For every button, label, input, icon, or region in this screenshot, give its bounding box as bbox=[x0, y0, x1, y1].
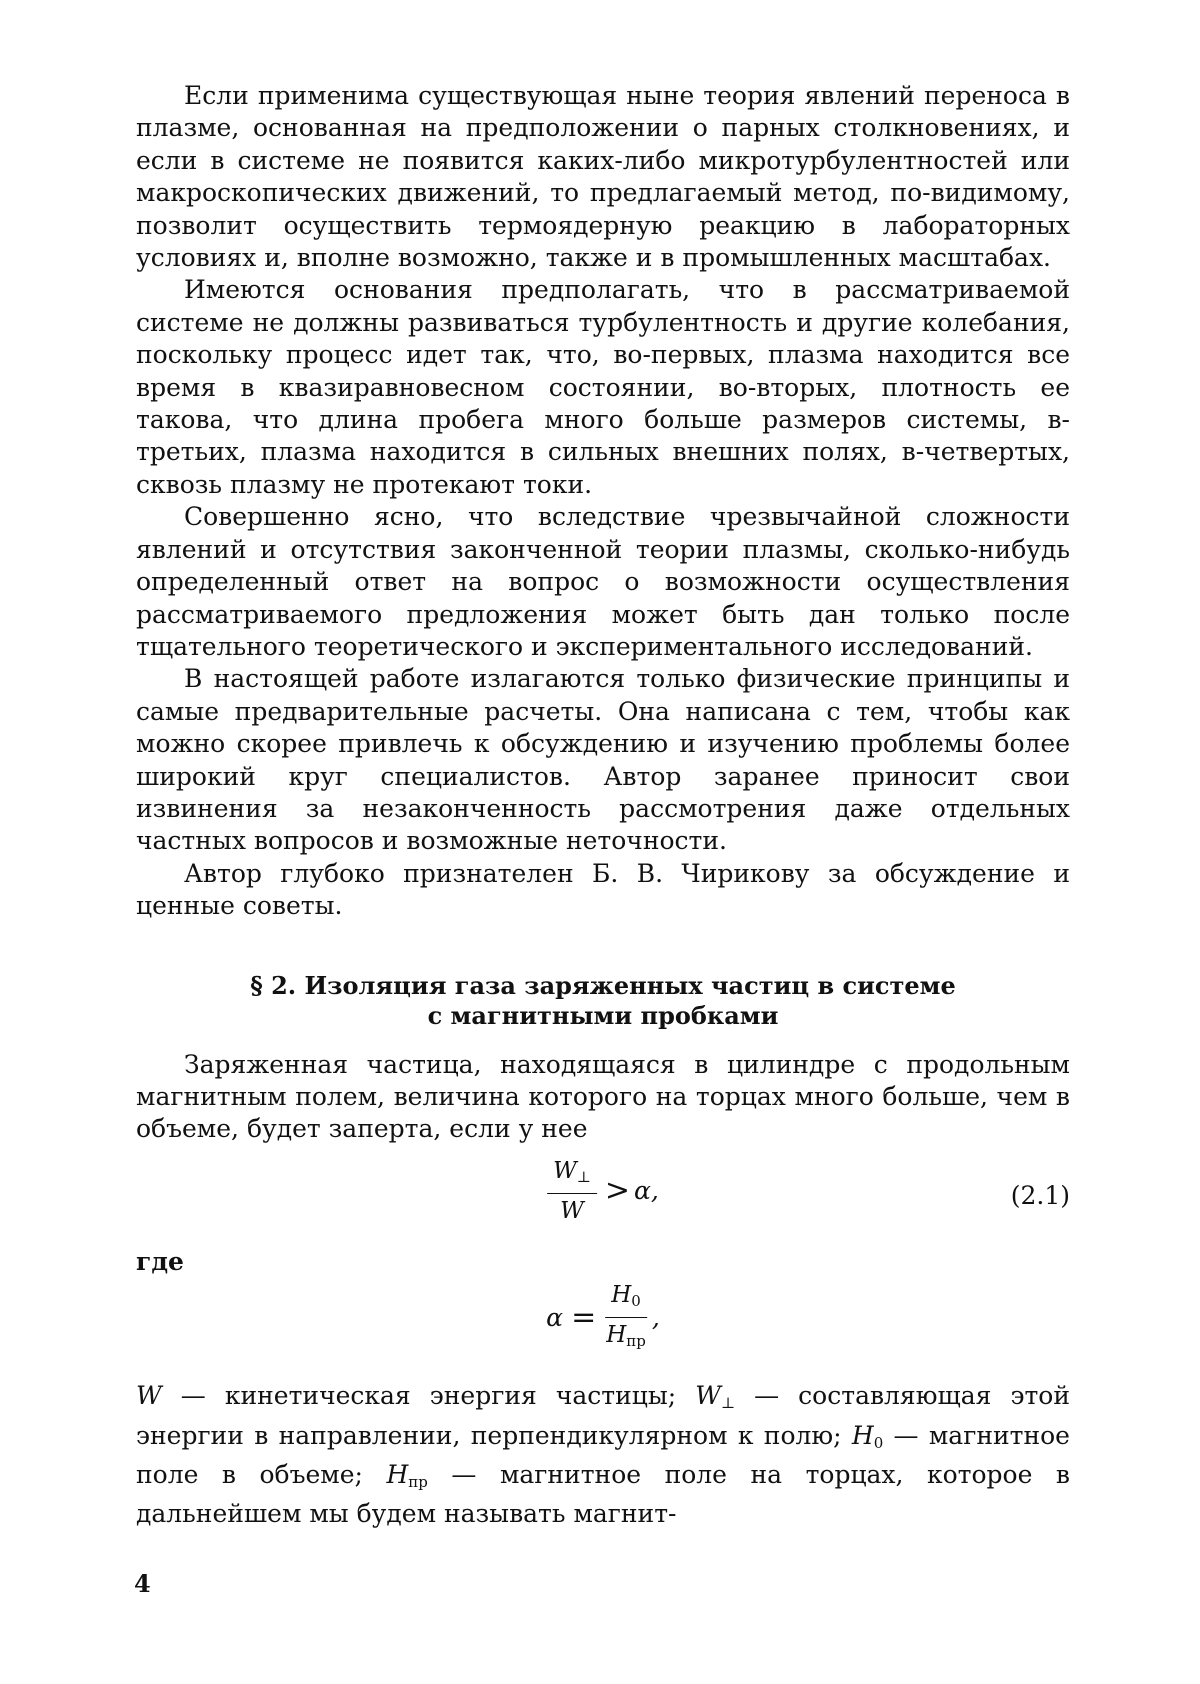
paragraph-3: Совершенно ясно, что вследствие чрезвычайной сложности явлений и отсутствия законченной теории плазмы, сколько-нибудь определенный ответ на вопрос о возможности осуществления рассматриваемого предложения может быть дан только после тщательного теоретического и экспериментального исследований. bbox=[136, 502, 1070, 661]
paragraph-5: Автор глубоко признателен Б. В. Чирикову за обсуждение и ценные советы. bbox=[136, 858, 1070, 921]
section-intro-paragraph: Заряженная частица, находящаяся в цилиндре с продольным магнитным полем, величина которого на торцах много больше, чем в объеме, будет заперта, если у нее bbox=[136, 1049, 1070, 1144]
page-number: 4 bbox=[134, 1569, 151, 1598]
paragraph-4: В настоящей работе излагаются только физические принципы и самые предварительные расчеты. Она написана с тем, чтобы как можно скорее привлечь к обсуждению и изучению проблемы более широкий круг специалистов. Автор заранее приносит свои извинения за незаконченность рассмотрения даже отдельных частных вопросов и возможные неточности. bbox=[136, 664, 1070, 856]
alpha-fraction bbox=[600, 1280, 652, 1356]
where-word: где bbox=[136, 1246, 184, 1276]
definitions-paragraph: W — кинетическая энергия частицы; $W_\perp$ — составляющая этой энергии в направлении, перпендикулярном к полю; $H_0$ — магнитное поле в объеме; $H_{пр}$ — магнитное поле на торцах, которое в дальнейшем мы будем называть магнит- bbox=[136, 1381, 1070, 1529]
alpha-symbol: α bbox=[546, 1302, 564, 1332]
greater-than-sign: > bbox=[604, 1172, 631, 1208]
equation-2-1 bbox=[136, 1156, 1070, 1240]
equation-alpha-expression bbox=[546, 1280, 660, 1356]
fraction-denominator: W bbox=[560, 1197, 584, 1224]
section-heading bbox=[136, 971, 1070, 1031]
equation-2-1-expression bbox=[547, 1156, 659, 1226]
equation-alpha bbox=[136, 1280, 1070, 1376]
section-heading-line-2: с магнитными пробками bbox=[427, 1000, 779, 1030]
fraction bbox=[547, 1156, 597, 1226]
equation-trailing-comma: , bbox=[651, 1302, 660, 1332]
section-heading-line-1: § 2. Изоляция газа заряженных частиц в системе bbox=[250, 970, 956, 1000]
equals-sign: = bbox=[571, 1299, 597, 1335]
alpha-fraction-numerator: $H_0$ bbox=[605, 1280, 647, 1318]
paragraph-1: Если применима существующая ныне теория явлений переноса в плазме, основанная на предположении о парных столкновениях, и если в системе не появится каких-либо микротурбулентностей или макроскопических движений, то предлагаемый метод, по-видимому, позволит осуществить термоядерную реакцию в лабораторных условиях и, вполне возможно, также и в промышленных масштабах. bbox=[136, 81, 1070, 273]
paragraph-2: Имеются основания предполагать, что в рассматриваемой системе не должны развиваться турбулентность и другие колебания, поскольку процесс идет так, что, во-первых, плазма находится все время в квазиравновесном состоянии, во-вторых, плотность ее такова, что длина пробега много больше размеров системы, в-третьих, плазма находится в сильных внешних полях, в-четвертых, сквозь плазму не протекают токи. bbox=[136, 275, 1070, 499]
equation-rhs: α, bbox=[634, 1175, 659, 1205]
equation-number: (2.1) bbox=[1010, 1180, 1070, 1210]
alpha-fraction-denominator: $H_{пр}$ bbox=[606, 1322, 646, 1351]
fraction-numerator: $W_\perp$ bbox=[547, 1156, 597, 1194]
